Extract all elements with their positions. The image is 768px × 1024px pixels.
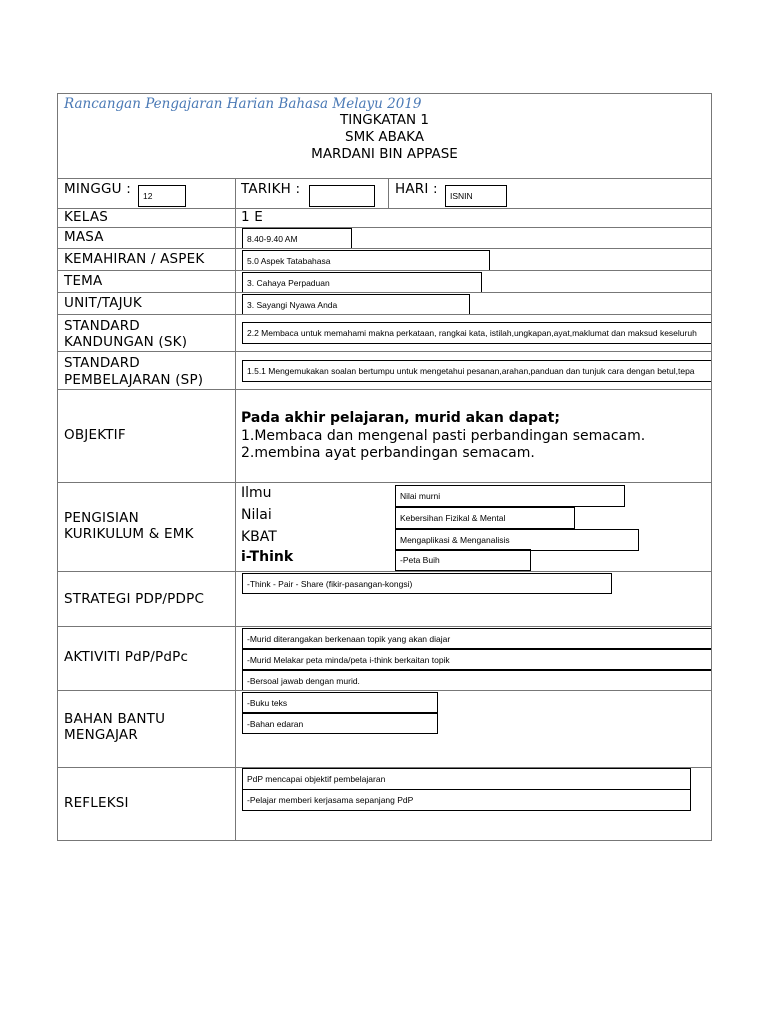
- plan-title: Rancangan Pengajaran Harian Bahasa Melayu 2019: [64, 96, 422, 112]
- row-kelas: [58, 208, 711, 227]
- kelas-value: 1 E: [241, 209, 264, 225]
- ilmu-label: Ilmu: [241, 485, 272, 501]
- lesson-plan-table: [57, 93, 712, 841]
- pengisian-label-line1: PENGISIAN: [64, 510, 139, 526]
- aktiviti-label: AKTIVITI PdP/PdPc: [64, 649, 189, 665]
- hari-label: HARI :: [395, 181, 438, 197]
- sk-field[interactable]: 2.2 Membaca untuk memahami makna perkataan, rangkai kata, istilah,ungkapan,ayat,maklumat dan maksud keseluruh: [242, 322, 711, 344]
- objektif-label: OBJEKTIF: [64, 427, 126, 443]
- row-unit: [58, 292, 711, 314]
- objektif-item-2: 2.membina ayat perbandingan semacam.: [241, 445, 535, 461]
- aktiviti-item-2[interactable]: -Murid Melakar peta minda/peta i-think berkaitan topik: [242, 649, 711, 670]
- column-divider: [235, 178, 236, 841]
- objektif-item-1: 1.Membaca dan mengenal pasti perbandingan semacam.: [241, 428, 646, 444]
- masa-field[interactable]: 8.40-9.40 AM: [242, 228, 352, 249]
- row-tema: [58, 270, 711, 292]
- unit-label: UNIT/TAJUK: [64, 295, 142, 311]
- row-sk: [58, 314, 711, 351]
- bahan-label-line1: BAHAN BANTU: [64, 711, 166, 727]
- kbat-label: KBAT: [241, 529, 277, 545]
- row-objektif: [58, 389, 711, 482]
- pengisian-label-line2: KURIKULUM & EMK: [64, 526, 194, 542]
- row-sp: [58, 351, 711, 389]
- row-bahan: [58, 690, 711, 767]
- kemahiran-label: KEMAHIRAN / ASPEK: [64, 251, 205, 267]
- sp-field[interactable]: 1.5.1 Mengemukakan soalan bertumpu untuk mengetahui pesanan,arahan,panduan dan tunjuk cara dengan betul,tepa: [242, 360, 711, 382]
- objektif-intro: Pada akhir pelajaran, murid akan dapat;: [241, 410, 560, 426]
- bahan-item-1[interactable]: -Buku teks: [242, 692, 438, 713]
- strategi-label: STRATEGI PDP/PDPC: [64, 591, 205, 607]
- row-minggu: [58, 178, 711, 208]
- ilmu-field[interactable]: Nilai murni: [395, 485, 625, 507]
- nilai-label: Nilai: [241, 507, 272, 523]
- row-refleksi: [58, 767, 711, 841]
- sk-label-line2: KANDUNGAN (SK): [64, 334, 188, 350]
- row-pengisian: [58, 482, 711, 571]
- unit-field[interactable]: 3. Sayangi Nyawa Anda: [242, 294, 470, 315]
- refleksi-label: REFLEKSI: [64, 795, 129, 811]
- tema-label: TEMA: [64, 273, 103, 289]
- ithink-label: i-Think: [241, 549, 294, 565]
- kemahiran-field[interactable]: 5.0 Aspek Tatabahasa: [242, 250, 490, 271]
- minggu-label: MINGGU :: [64, 181, 131, 197]
- sp-label-line2: PEMBELAJARAN (SP): [64, 372, 204, 388]
- refleksi-item-1[interactable]: PdP mencapai objektif pembelajaran: [242, 768, 691, 790]
- tarikh-field[interactable]: [309, 185, 375, 207]
- header-line-2: SMK ABAKA: [345, 129, 424, 145]
- header-line-3: MARDANI BIN APPASE: [311, 146, 458, 162]
- kbat-field[interactable]: Mengaplikasi & Menganalisis: [395, 529, 639, 551]
- row-aktiviti: [58, 626, 711, 690]
- sp-label-line1: STANDARD: [64, 355, 140, 371]
- bahan-item-2[interactable]: -Bahan edaran: [242, 713, 438, 734]
- kelas-label: KELAS: [64, 209, 109, 225]
- hari-field[interactable]: ISNIN: [445, 185, 507, 207]
- header-line-1: TINGKATAN 1: [339, 112, 429, 128]
- nilai-field[interactable]: Kebersihan Fizikal & Mental: [395, 507, 575, 529]
- aktiviti-item-1[interactable]: -Murid diterangakan berkenaan topik yang akan diajar: [242, 628, 711, 649]
- divider: [388, 179, 389, 208]
- minggu-field[interactable]: 12: [138, 185, 186, 207]
- tarikh-label: TARIKH :: [241, 181, 301, 197]
- refleksi-item-2[interactable]: -Pelajar memberi kerjasama sepanjang PdP: [242, 789, 691, 811]
- sk-label-line1: STANDARD: [64, 318, 140, 334]
- ithink-field[interactable]: -Peta Buih: [395, 549, 531, 571]
- masa-label: MASA: [64, 229, 104, 245]
- row-masa: [58, 227, 711, 248]
- bahan-label-line2: MENGAJAR: [64, 727, 138, 743]
- aktiviti-item-3[interactable]: -Bersoal jawab dengan murid.: [242, 670, 711, 691]
- row-strategi: [58, 571, 711, 626]
- tema-field[interactable]: 3. Cahaya Perpaduan: [242, 272, 482, 293]
- row-kemahiran: [58, 248, 711, 270]
- strategi-field[interactable]: -Think - Pair - Share (fikir-pasangan-kongsi): [242, 573, 612, 594]
